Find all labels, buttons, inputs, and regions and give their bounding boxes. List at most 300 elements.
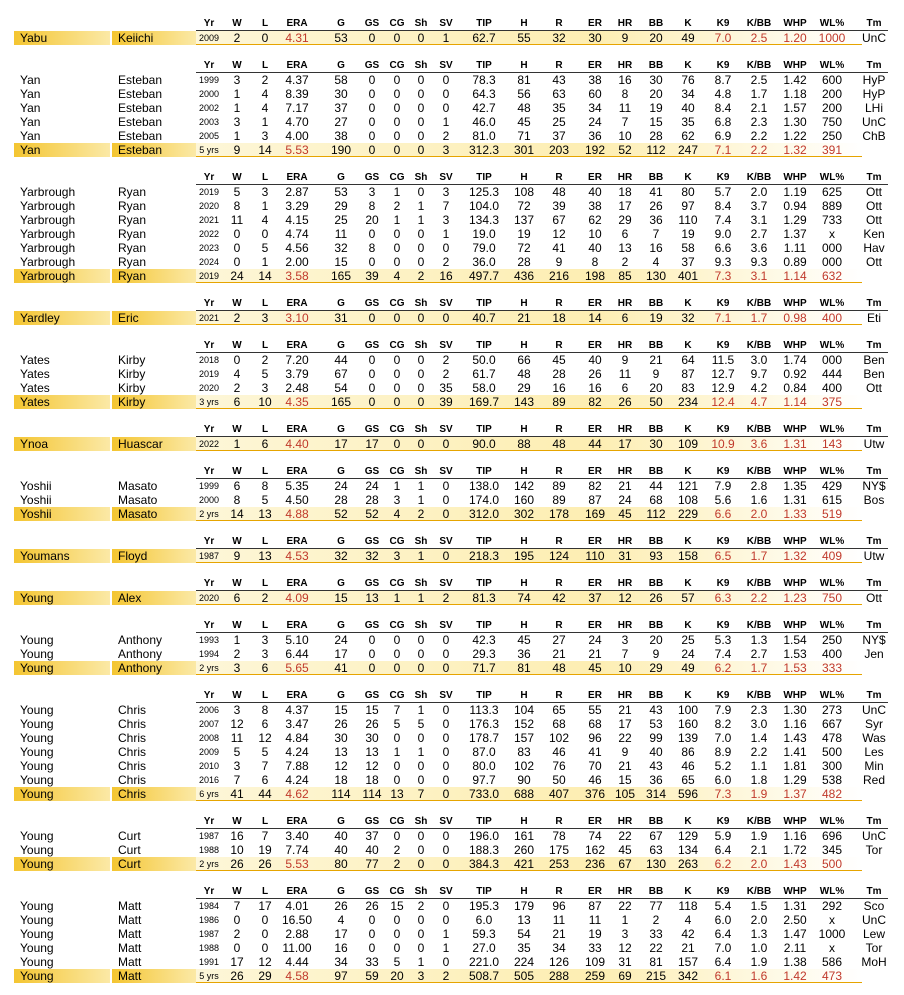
column-header-tm: Tm [866, 60, 882, 71]
first-name: Keiichi [118, 31, 154, 45]
column-header-sh: Sh [414, 536, 428, 547]
stat-k: 58 [681, 241, 695, 255]
total-w: 26 [230, 969, 244, 983]
season-year: 2010 [198, 761, 220, 771]
stat-h: 72 [517, 241, 531, 255]
stat-k9: 11.5 [711, 353, 735, 367]
stat-tm: Bos [863, 493, 885, 507]
stat-er: 10 [588, 227, 602, 241]
column-header-l: L [261, 578, 269, 589]
last-name: Yoshii [20, 493, 52, 507]
column-header-sh: Sh [414, 466, 428, 477]
total-g: 32 [334, 549, 348, 563]
stat-l: 3 [261, 633, 269, 647]
stat-whp: 1.54 [783, 633, 807, 647]
column-header-bb: BB [648, 18, 664, 29]
total-era: 4.35 [285, 395, 309, 409]
last-name: Yarbrough [20, 241, 76, 255]
total-sv: 3 [442, 143, 450, 157]
column-header-wlpct: WL% [819, 340, 845, 351]
column-header-k9: K9 [716, 536, 730, 547]
column-header-yr: Yr [203, 690, 215, 701]
column-header-era: ERA [286, 578, 308, 589]
season-year: 1988 [198, 943, 220, 953]
column-header-yr: Yr [203, 424, 215, 435]
stat-gs: 26 [365, 717, 379, 731]
column-header-h: H [520, 620, 528, 631]
total-sh: 2 [417, 507, 425, 521]
column-header-k: K [684, 340, 692, 351]
total-k9: 6.2 [714, 857, 732, 871]
total-row [0, 787, 904, 801]
total-gs: 0 [368, 311, 376, 325]
stat-hr: 1 [621, 913, 629, 927]
total-tip: 62.7 [472, 31, 496, 45]
stat-er: 38 [588, 73, 602, 87]
column-header-sh: Sh [414, 60, 428, 71]
stat-sv: 0 [442, 843, 450, 857]
stat-wlpct: 000 [821, 241, 843, 255]
stat-g: 18 [334, 773, 348, 787]
season-row [0, 731, 904, 745]
stat-kbb: 9.3 [750, 255, 768, 269]
column-header-gs: GS [364, 886, 380, 897]
stat-whp: 1.16 [783, 717, 807, 731]
stat-sh: 0 [417, 129, 425, 143]
stat-hr: 16 [618, 73, 632, 87]
stat-k: 4 [684, 913, 692, 927]
stat-hr: 22 [618, 899, 632, 913]
stat-tm: UnC [861, 913, 886, 927]
stat-whp: 0.94 [783, 199, 807, 213]
stat-era: 6.44 [285, 647, 309, 661]
total-k: 247 [677, 143, 699, 157]
stat-hr: 12 [618, 941, 632, 955]
stat-g: 30 [334, 731, 348, 745]
total-gs: 0 [368, 661, 376, 675]
stat-sh: 1 [417, 745, 425, 759]
first-name: Eric [118, 311, 139, 325]
total-hr: 52 [618, 143, 632, 157]
column-header-hr: HR [617, 424, 633, 435]
stat-cg: 2 [393, 199, 401, 213]
column-header-sv: SV [439, 690, 453, 701]
total-years: 6 yrs [199, 789, 219, 799]
stat-cg: 5 [393, 717, 401, 731]
column-header-row [0, 535, 904, 549]
column-header-kbb: K/BB [746, 620, 772, 631]
stat-g: 29 [334, 199, 348, 213]
stat-g: 17 [334, 647, 348, 661]
stat-tm: Ben [863, 353, 885, 367]
stat-era: 2.88 [285, 927, 309, 941]
stat-sv: 1 [442, 115, 450, 129]
stat-hr: 7 [621, 115, 629, 129]
stat-gs: 0 [368, 255, 376, 269]
total-hr: 26 [618, 395, 632, 409]
column-header-g: G [337, 424, 345, 435]
stat-k9: 8.2 [714, 717, 732, 731]
stat-er: 96 [588, 731, 602, 745]
stat-tm: Ott [865, 381, 882, 395]
column-header-era: ERA [286, 18, 308, 29]
stat-sh: 2 [417, 899, 425, 913]
total-k: 158 [677, 549, 699, 563]
stat-w: 0 [233, 227, 241, 241]
column-header-sv: SV [439, 578, 453, 589]
total-k9: 7.0 [714, 31, 732, 45]
stat-era: 3.79 [285, 367, 309, 381]
column-header-gs: GS [364, 60, 380, 71]
total-bb: 130 [645, 269, 667, 283]
stat-h: 35 [517, 941, 531, 955]
total-r: 48 [552, 437, 566, 451]
column-header-wlpct: WL% [819, 18, 845, 29]
stat-era: 4.37 [285, 703, 309, 717]
stat-era: 7.17 [285, 101, 309, 115]
column-header-gs: GS [364, 298, 380, 309]
total-g: 31 [334, 311, 348, 325]
stat-w: 1 [233, 101, 241, 115]
stat-whp: 1.37 [783, 227, 807, 241]
stat-sh: 5 [417, 717, 425, 731]
column-header-k: K [684, 18, 692, 29]
total-whp: 1.20 [783, 31, 807, 45]
total-whp: 1.33 [783, 507, 807, 521]
stat-g: 67 [334, 367, 348, 381]
stat-k9: 5.9 [714, 829, 732, 843]
column-header-hr: HR [617, 886, 633, 897]
stat-h: 45 [517, 633, 531, 647]
stat-whp: 1.81 [783, 759, 807, 773]
stat-h: 104 [513, 703, 535, 717]
total-gs: 0 [368, 143, 376, 157]
stat-cg: 0 [393, 353, 401, 367]
column-header-sv: SV [439, 816, 453, 827]
stat-whp: 0.84 [783, 381, 807, 395]
stat-hr: 45 [618, 843, 632, 857]
column-header-whp: WHP [783, 816, 807, 827]
column-header-g: G [337, 466, 345, 477]
total-hr: 45 [618, 507, 632, 521]
stat-wlpct: 000 [821, 353, 843, 367]
column-header-r: R [555, 424, 563, 435]
stat-k: 118 [678, 899, 698, 913]
stat-h: 71 [517, 129, 531, 143]
column-header-tm: Tm [866, 816, 882, 827]
season-year: 2007 [198, 719, 220, 729]
total-sv: 0 [442, 311, 450, 325]
column-header-kbb: K/BB [746, 886, 772, 897]
column-header-bb: BB [648, 690, 664, 701]
column-header-hr: HR [617, 60, 633, 71]
column-header-r: R [555, 340, 563, 351]
stat-l: 0 [261, 913, 269, 927]
stat-cg: 1 [393, 213, 401, 227]
first-name: Alex [118, 591, 142, 605]
season-row [0, 87, 904, 101]
total-years: 2 yrs [199, 859, 219, 869]
last-name: Young [20, 843, 54, 857]
stat-cg: 0 [393, 129, 401, 143]
stat-gs: 8 [368, 241, 376, 255]
stat-kbb: 2.3 [750, 115, 768, 129]
total-kbb: 4.7 [750, 395, 768, 409]
column-header-wlpct: WL% [819, 886, 845, 897]
stat-era: 4.37 [285, 73, 309, 87]
stat-sv: 0 [442, 703, 450, 717]
column-header-row [0, 689, 904, 703]
stat-tip: 6.0 [475, 913, 493, 927]
season-year: 2000 [198, 495, 220, 505]
total-bb: 112 [646, 507, 666, 521]
stat-g: 11 [334, 227, 348, 241]
column-header-w: W [232, 690, 242, 701]
total-years: 1987 [198, 551, 220, 561]
column-header-kbb: K/BB [746, 340, 772, 351]
stat-w: 0 [233, 241, 241, 255]
stat-tip: 134.3 [468, 213, 500, 227]
stat-wlpct: 478 [821, 731, 843, 745]
column-header-tm: Tm [866, 886, 882, 897]
stat-era: 11.00 [282, 941, 312, 955]
stat-wlpct: 750 [821, 115, 843, 129]
last-name: Young [20, 773, 54, 787]
stat-tip: 50.0 [472, 353, 496, 367]
first-name: Ryan [118, 255, 147, 269]
stat-era: 4.70 [285, 115, 309, 129]
total-hr: 105 [614, 787, 636, 801]
total-tm: Eti [866, 311, 881, 325]
stat-l: 2 [261, 353, 269, 367]
stat-gs: 33 [365, 955, 379, 969]
total-bb: 215 [645, 969, 667, 983]
stat-er: 68 [588, 717, 602, 731]
stat-k9: 7.9 [714, 479, 732, 493]
stat-tip: 61.7 [472, 367, 496, 381]
stat-bb: 81 [649, 955, 663, 969]
stat-sv: 0 [442, 717, 450, 731]
stat-er: 8 [591, 255, 599, 269]
column-header-tm: Tm [866, 690, 882, 701]
stat-g: 26 [334, 899, 348, 913]
stat-r: 34 [552, 941, 566, 955]
stat-tip: 79.0 [472, 241, 496, 255]
total-h: 436 [513, 269, 535, 283]
stat-hr: 6 [621, 227, 629, 241]
column-header-bb: BB [648, 424, 664, 435]
total-k: 49 [681, 661, 695, 675]
season-row [0, 759, 904, 773]
total-k: 401 [677, 269, 699, 283]
stat-h: 66 [517, 353, 531, 367]
stat-gs: 30 [365, 731, 379, 745]
column-header-hr: HR [617, 298, 633, 309]
stat-sh: 0 [417, 731, 425, 745]
column-header-cg: CG [389, 578, 405, 589]
total-row [0, 143, 904, 157]
stat-k9: 6.4 [714, 955, 732, 969]
stat-bb: 16 [649, 241, 663, 255]
stat-h: 142 [513, 479, 535, 493]
stat-kbb: 2.7 [750, 227, 768, 241]
last-name: Yates [20, 353, 50, 367]
column-header-er: ER [588, 172, 602, 183]
total-kbb: 3.6 [750, 437, 768, 451]
stat-sh: 0 [417, 773, 425, 787]
stat-hr: 9 [621, 745, 629, 759]
column-header-gs: GS [364, 620, 380, 631]
first-name: Chris [118, 703, 147, 717]
stat-era: 5.10 [285, 633, 309, 647]
stat-kbb: 1.9 [750, 955, 768, 969]
column-header-whp: WHP [783, 536, 807, 547]
column-header-er: ER [588, 18, 602, 29]
stat-tip: 188.3 [468, 843, 500, 857]
stat-l: 0 [261, 927, 269, 941]
column-header-kbb: K/BB [746, 424, 772, 435]
total-cg: 4 [393, 269, 401, 283]
column-header-k9: K9 [716, 298, 730, 309]
season-row [0, 955, 904, 969]
stat-k9: 5.6 [714, 493, 732, 507]
stat-tm: Ben [863, 367, 885, 381]
stat-wlpct: 615 [821, 493, 843, 507]
column-header-w: W [232, 620, 242, 631]
first-name: Ryan [118, 241, 147, 255]
stat-cg: 0 [393, 101, 401, 115]
stat-era: 7.88 [285, 759, 309, 773]
total-er: 14 [588, 311, 602, 325]
column-header-gs: GS [364, 424, 380, 435]
total-er: 259 [584, 969, 606, 983]
stat-tm: NY$ [862, 479, 886, 493]
total-h: 55 [517, 31, 531, 45]
stat-g: 34 [334, 955, 348, 969]
stat-era: 4.15 [285, 213, 309, 227]
season-row [0, 493, 904, 507]
total-l: 14 [258, 143, 272, 157]
total-k: 234 [677, 395, 699, 409]
stat-er: 40 [588, 353, 602, 367]
stat-cg: 0 [393, 241, 401, 255]
total-tip: 169.7 [468, 395, 500, 409]
stat-gs: 0 [368, 227, 376, 241]
stat-tm: LHi [864, 101, 883, 115]
stat-tip: 221.0 [468, 955, 500, 969]
stat-cg: 1 [393, 185, 401, 199]
season-year: 1999 [198, 481, 220, 491]
total-cg: 0 [393, 143, 401, 157]
stat-cg: 0 [393, 381, 401, 395]
total-r: 18 [552, 311, 566, 325]
total-cg: 0 [393, 661, 401, 675]
stat-wlpct: 400 [821, 381, 843, 395]
last-name: Yates [20, 395, 50, 409]
stat-sv: 2 [442, 255, 450, 269]
column-header-sh: Sh [414, 886, 428, 897]
season-year: 1994 [198, 649, 220, 659]
stat-w: 11 [230, 213, 244, 227]
column-header-h: H [520, 578, 528, 589]
stat-wlpct: 600 [821, 73, 843, 87]
total-era: 4.53 [285, 549, 309, 563]
stat-whp: 0.92 [783, 367, 807, 381]
total-k: 57 [681, 591, 695, 605]
total-bb: 29 [649, 661, 663, 675]
last-name: Yarbrough [20, 199, 76, 213]
stat-h: 19 [517, 227, 531, 241]
stat-gs: 0 [368, 941, 376, 955]
column-header-k: K [684, 816, 692, 827]
stat-hr: 6 [621, 381, 629, 395]
stat-k: 83 [681, 381, 695, 395]
stat-g: 54 [334, 381, 348, 395]
column-header-gs: GS [364, 18, 380, 29]
column-header-gs: GS [364, 816, 380, 827]
stat-r: 35 [552, 101, 566, 115]
total-gs: 59 [365, 969, 379, 983]
column-header-k9: K9 [716, 466, 730, 477]
total-h: 21 [517, 311, 531, 325]
stat-tip: 196.0 [468, 829, 500, 843]
stat-gs: 0 [368, 353, 376, 367]
stat-k: 46 [681, 759, 695, 773]
column-header-yr: Yr [203, 886, 215, 897]
stat-k9: 8.4 [714, 199, 732, 213]
stat-bb: 40 [649, 745, 663, 759]
column-header-r: R [555, 816, 563, 827]
season-row [0, 115, 904, 129]
stat-er: 36 [588, 129, 602, 143]
column-header-tip: TIP [476, 816, 492, 827]
first-name: Ryan [118, 213, 147, 227]
total-er: 82 [588, 395, 602, 409]
last-name: Yabu [20, 31, 48, 45]
column-header-er: ER [588, 690, 602, 701]
stat-cg: 0 [393, 829, 401, 843]
column-header-row [0, 297, 904, 311]
total-w: 3 [233, 661, 241, 675]
column-header-hr: HR [617, 578, 633, 589]
total-years: 3 yrs [199, 397, 219, 407]
total-sv: 16 [439, 269, 453, 283]
total-k9: 7.1 [714, 311, 732, 325]
column-header-g: G [337, 298, 345, 309]
total-g: 165 [330, 395, 352, 409]
stat-l: 6 [261, 773, 269, 787]
season-year: 2005 [198, 131, 220, 141]
column-header-sv: SV [439, 340, 453, 351]
stat-kbb: 2.2 [750, 745, 768, 759]
column-header-er: ER [588, 578, 602, 589]
stat-w: 0 [233, 913, 241, 927]
stat-tip: 78.3 [472, 73, 496, 87]
total-g: 53 [334, 31, 348, 45]
stat-h: 36 [517, 647, 531, 661]
first-name: Chris [118, 773, 147, 787]
stat-hr: 18 [618, 185, 632, 199]
total-bb: 20 [649, 31, 663, 45]
stat-r: 89 [552, 479, 566, 493]
column-header-sv: SV [439, 466, 453, 477]
column-header-tip: TIP [476, 172, 492, 183]
total-era: 3.58 [285, 269, 309, 283]
stat-tm: Tor [865, 941, 883, 955]
first-name: Esteban [118, 143, 163, 157]
stat-r: 27 [552, 633, 566, 647]
first-name: Ryan [118, 269, 147, 283]
